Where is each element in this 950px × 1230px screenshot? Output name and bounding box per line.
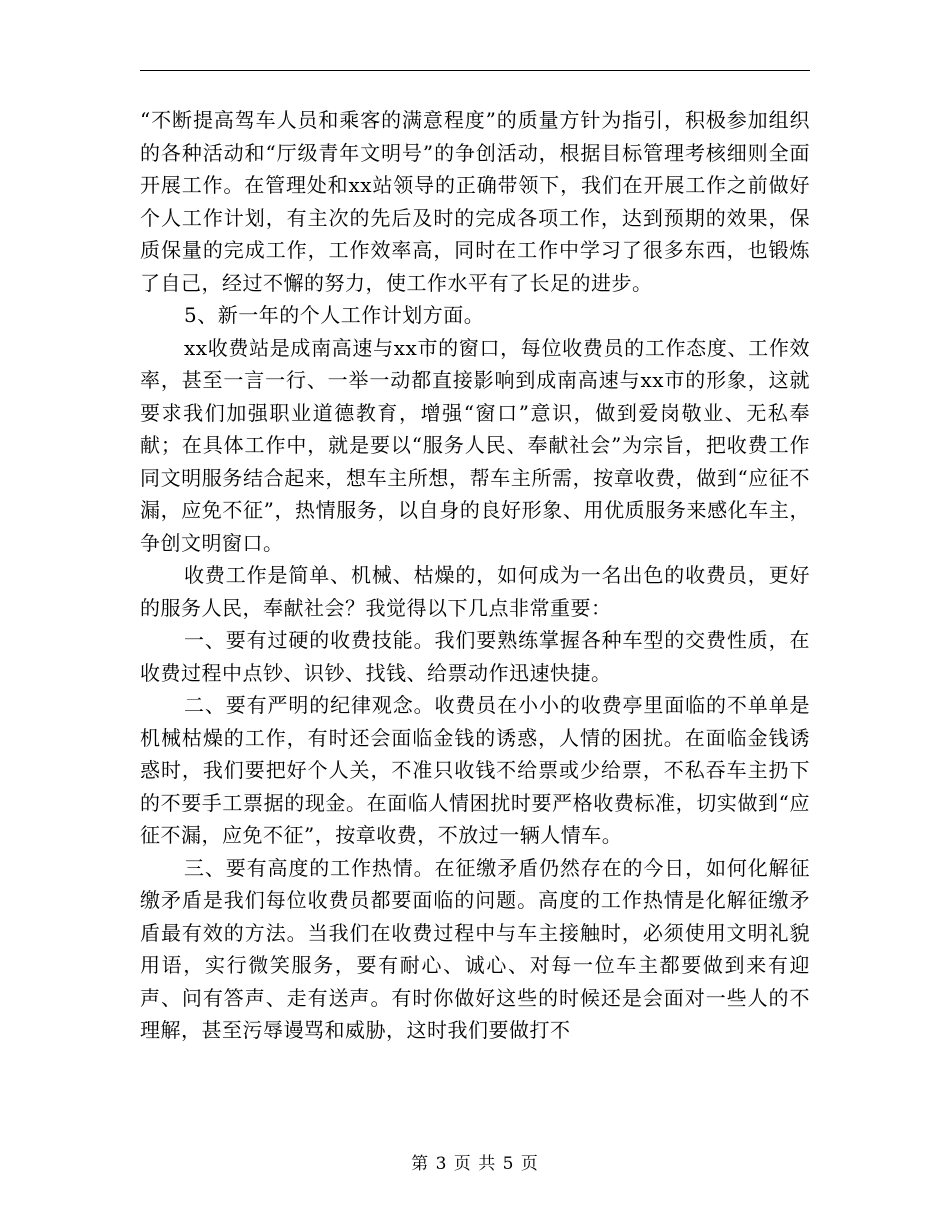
header-rule xyxy=(140,70,810,71)
paragraph-4: 收费工作是简单、机械、枯燥的，如何成为一名出色的收费员，更好的服务人民，奉献社会？我觉得以下几点非常重要： xyxy=(140,563,810,620)
paragraph-3: xx收费站是成南高速与xx市的窗口，每位收费员的工作态度、工作效率，甚至一言一行、一举一动都直接影响到成南高速与xx市的形象，这就要求我们加强职业道德教育，增强“窗口”意识，做到爱岗敬业、无私奉献；在具体工作中，就是要以“服务人民、奉献社会”为宗旨，把收费工作同文明服务结合起来，想车主所想，帮车主所需，按章收费，做到“应征不漏，应免不征”，热情服务，以自身的良好形象、用优质服务来感化车主，争创文明窗口。 xyxy=(140,335,810,555)
paragraph-2: 5、新一年的个人工作计划方面。 xyxy=(184,303,485,327)
paragraph-1: “不断提高驾车人员和乘客的满意程度”的质量方针为指引，积极参加组织的各种活动和“厅级青年文明号”的争创活动，根据目标管理考核细则全面开展工作。在管理处和xx站领导的正确带领下，我们在开展工作之前做好个人工作计划，有主次的先后及时的完成各项工作，达到预期的效果，保质保量的完成工作，工作效率高，同时在工作中学习了很多东西，也锻炼了自己，经过不懈的努力，使工作水平有了长足的进步。 xyxy=(140,108,810,295)
body-text xyxy=(140,104,810,1047)
paragraph-7: 三、要有高度的工作热情。在征缴矛盾仍然存在的今日，如何化解征缴矛盾是我们每位收费员都要面临的问题。高度的工作热情是化解征缴矛盾最有效的方法。当我们在收费过程中与车主接触时，必须使用文明礼貌用语，实行微笑服务，要有耐心、诚心、对每一位车主都要做到来有迎声、问有答声、走有送声。有时你做好这些的时候还是会面对一些人的不理解，甚至污辱谩骂和威胁，这时我们要做打不 xyxy=(140,855,810,1042)
paragraph-5: 一、要有过硬的收费技能。我们要熟练掌握各种车型的交费性质，在收费过程中点钞、识钞、找钱、给票动作迅速快捷。 xyxy=(140,628,810,685)
page-number-footer: 第 3 页 共 5 页 xyxy=(411,1154,539,1174)
paragraph-6: 二、要有严明的纪律观念。收费员在小小的收费亭里面临的不单单是机械枯燥的工作，有时还会面临金钱的诱惑，人情的困扰。在面临金钱诱惑时，我们要把好个人关，不准只收钱不给票或少给票，不私吞车主扔下的不要手工票据的现金。在面临人情困扰时要严格收费标准，切实做到“应征不漏，应免不征”，按章收费，不放过一辆人情车。 xyxy=(140,693,810,847)
